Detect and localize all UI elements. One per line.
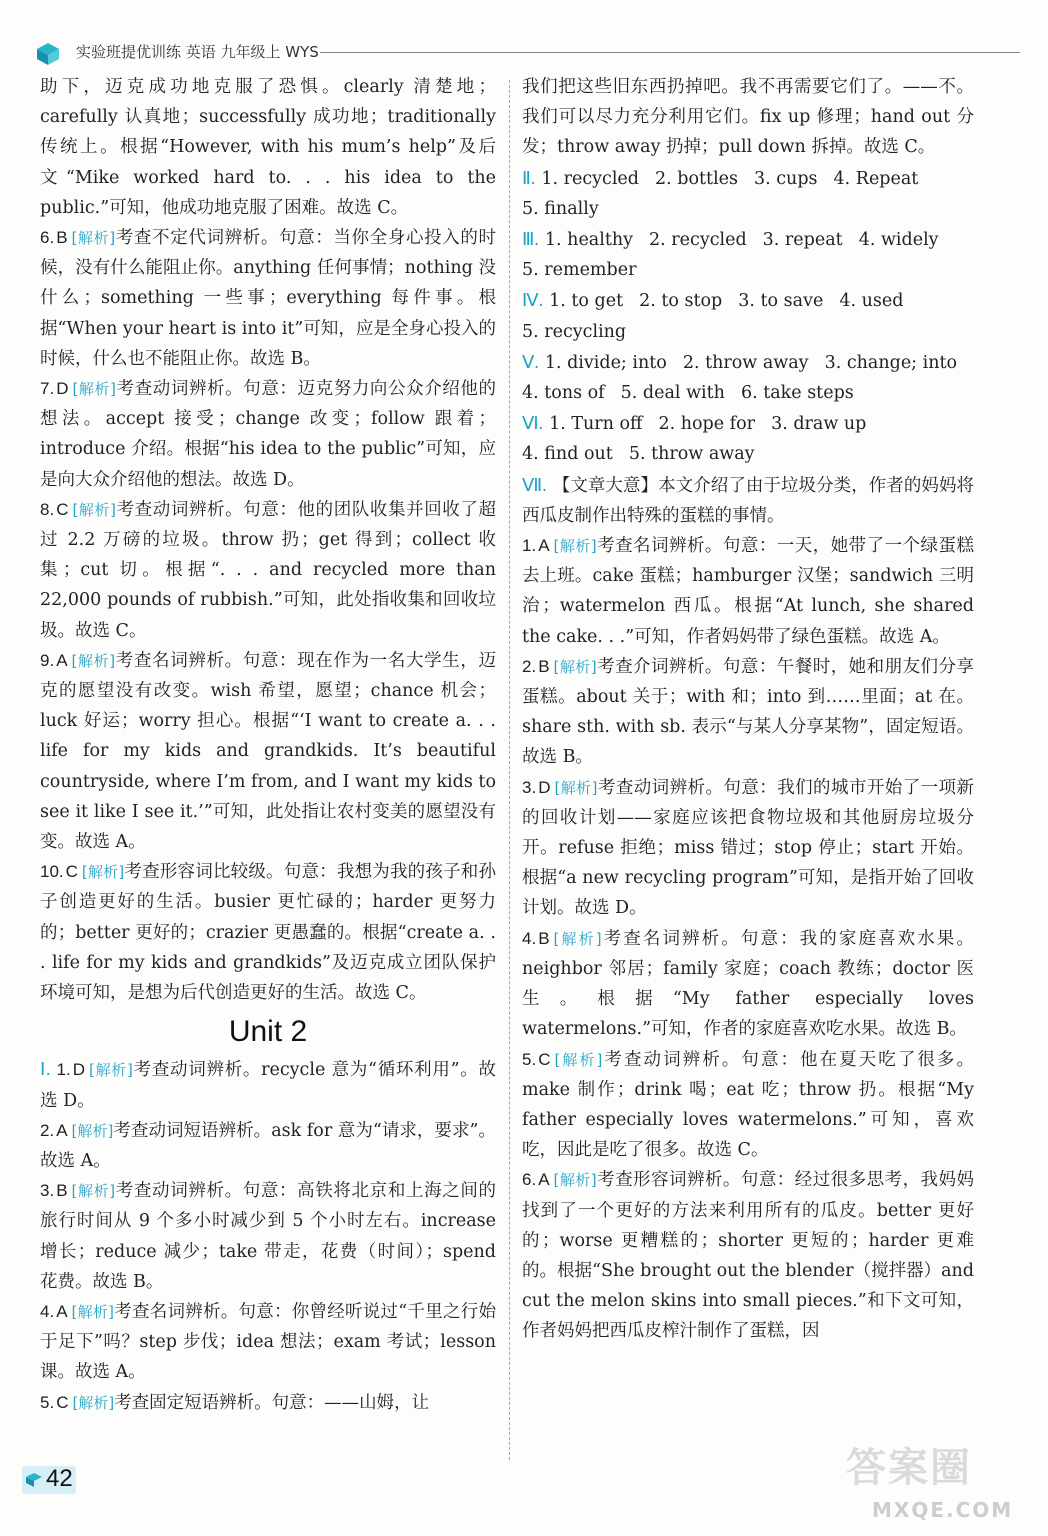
cloze-item-2: 2. B [解析]考查介词辨析。句意：午餐时，她和朋友们分享蛋糕。about 关于；with 和；into 到……里面；at 在。share sth. with sb. 表示“与某人分享某物”，固定短语。故选 B。 (522, 656, 974, 768)
answer-row: 5. finally (522, 198, 599, 219)
cloze-item-5: 5. C [解析]考查动词辨析。句意：他在夏天吃了很多。make 制作；drink 喝；eat 吃；throw 扔。根据“My father especially loves watermelons.”可知，喜欢吃，因此是吃了很多。故选 C。 (522, 1049, 974, 1161)
analysis-tag: [解析] (71, 1121, 114, 1140)
left-intro: 助下，迈克成功地克服了恐惧。clearly 清楚地；carefully 认真地；successfully 成功地；traditionally 传统上。根据“However, with his mum’s help”及后文“Mike worked hard to. . . his idea to the public.”可知，他成功地克服了困难。故选 C。 (40, 77, 496, 218)
answer-row: Ⅲ. 1. healthy 2. recycled 3. repeat 4. widely (522, 229, 939, 251)
unit-item-5: 5. C [解析]考查固定短语辨析。句意：——山姆，让 (40, 1392, 430, 1413)
summary-label: 【文章大意】 (552, 475, 659, 496)
unit-item-1: Ⅰ. 1. D [解析]考查动词辨析。recycle 意为“循环利用”。故选 D。 (40, 1059, 496, 1111)
cloze-item-1: 1. A [解析]考查名词辨析。句意：一天，她带了一个绿蛋糕去上班。cake 蛋糕；hamburger 汉堡；sandwich 三明治；watermelon 西瓜。根据“At lunch, she shared the cake. . .”可知，作者妈妈带了绿色蛋糕。故选 A。 (522, 536, 974, 647)
analysis-tag: [解析] (89, 1061, 133, 1080)
right-column (522, 72, 974, 1347)
unit-item-4: 4. A [解析]考查名词辨析。句意：你曾经听说过“千里之行始于足下”吗？step 步伐；idea 想法；exam 考试；lesson 课。故选 A。 (40, 1301, 496, 1383)
analysis-tag: [解析] (553, 657, 597, 676)
section-iii (522, 224, 974, 285)
watermark-logo: 答案圈 (846, 1445, 972, 1491)
cloze-item-4: 4. B [解析]考查名词辨析。句意：我的家庭喜欢水果。neighbor 邻居；family 家庭；coach 教练；doctor 医生。根据“My father especially loves watermelons.”可知，作者的家庭喜欢吃水果。故选 B。 (522, 928, 974, 1040)
answer-item-7: 7. D [解析]考查动词辨析。句意：迈克努力向公众介绍他的想法。accept 接受；change 改变；follow 跟着；introduce 介绍。根据“his idea to the public”可知，应是向大众介绍他的想法。故选 D。 (40, 379, 496, 490)
answer-item-6: 6. B [解析]考查不定代词辨析。句意：当你全身心投入的时候，没有什么能阻止你。anything 任何事情；nothing 没什么；something 一些事；everything 每件事。根据“When your heart is into it”可知，应是全身心投入的时候，什么也不能阻止你。故选 B。 (40, 228, 496, 369)
answer-row: 5. remember (522, 260, 637, 281)
analysis-tag: [解析] (554, 1050, 603, 1069)
analysis-tag: [解析] (71, 1302, 114, 1321)
unit-title: Unit 2 (228, 1015, 308, 1049)
analysis-tag: [解析] (553, 537, 597, 556)
page-header (30, 38, 1020, 68)
analysis-tag: [解析] (553, 1171, 597, 1190)
cloze-item-3: 3. D [解析]考查动词辨析。句意：我们的城市开始了一项新的回收计划——家庭应该把食物垃圾和其他厨房垃圾分开。refuse 拒绝；miss 错过；stop 停止；start 开始。根据“a new recycling program”可知，是指开始了回收计划。故选 D。 (522, 777, 974, 919)
answer-row: Ⅳ. 1. to get 2. to stop 3. to save 4. used (522, 290, 904, 312)
watermark (836, 1430, 1026, 1530)
section-iv (522, 285, 974, 346)
left-column (40, 72, 496, 1418)
header-title: 实验班提优训练 英语 九年级上 WYS (76, 43, 319, 61)
answer-row: 4. find out 5. throw away (522, 444, 755, 465)
analysis-tag: [解析] (71, 651, 116, 670)
cloze-item-6: 6. A [解析]考查形容词辨析。句意：经过很多思考，我妈妈找到了一个更好的方法来利用所有的瓜皮。better 更好的；worse 更糟糕的；shorter 更短的；harder 更难的。根据“She brought out the blender（搅拌器）and cut the melon skins into small pieces.”和下文可知，作者妈妈把西瓜皮榨汁制作了蛋糕，因 (522, 1170, 974, 1342)
answer-item-10: 10. C [解析]考查形容词比较级。句意：我想为我的孩子和孙子创造更好的生活。busier 更忙碌的；harder 更努力的；better 更好的；crazier 更愚蠢的。根据“create a. . . life for my kids and grandkids”及迈克成立团队保护环境可知，是想为后代创造更好的生活。故选 C。 (40, 862, 496, 1004)
analysis-tag: [解析] (81, 863, 125, 882)
page-number (22, 1463, 82, 1495)
answer-row: Ⅵ. 1. Turn off 2. hope for 3. draw up (522, 413, 867, 435)
unit-item-3: 3. B [解析]考查动词辨析。句意：高铁将北京和上海之间的旅行时间从 9 个多小时减少到 5 个小时左右。increase 增长；reduce 减少；take 带走，花费（时间）；spend 花费。故选 B。 (40, 1181, 496, 1292)
passage-summary: Ⅶ. 【文章大意】本文介绍了由于垃圾分类，作者的妈妈将西瓜皮制作出特殊的蛋糕的事情。 (522, 474, 975, 526)
section-ii (522, 163, 974, 224)
analysis-tag: [解析] (554, 778, 598, 797)
answer-row: Ⅴ. 1. divide; into 2. throw away 3. change; into (522, 351, 958, 373)
page-number-text: 42 (46, 1465, 73, 1492)
answer-row: 5. recycling (522, 321, 627, 342)
answer-row: Ⅱ. 1. recycled 2. bottles 3. cups 4. Repeat (522, 167, 919, 189)
book-corner-icon (26, 1473, 42, 1487)
analysis-tag: [解析] (72, 380, 116, 399)
watermark-url: MXQE.COM (872, 1498, 1014, 1522)
analysis-tag: [解析] (553, 929, 602, 948)
analysis-tag: [解析] (71, 229, 116, 248)
unit-item-2: 2. A [解析]考查动词短语辨析。ask for 意为“请求，要求”。故选 A。 (40, 1120, 496, 1171)
column-divider (509, 80, 510, 1460)
analysis-tag: [解析] (71, 1182, 116, 1201)
section-vi (522, 408, 974, 469)
analysis-tag: [解析] (72, 1393, 115, 1412)
right-intro: 我们把这些旧东西扔掉吧。我不再需要它们了。——不。我们可以尽力充分利用它们。fix up 修理；hand out 分发；throw away 扔掉；pull down 拆掉。故选 C。 (522, 77, 974, 158)
header-rule (320, 52, 1020, 53)
analysis-tag: [解析] (72, 500, 116, 519)
answer-row: 4. tons of 5. deal with 6. take steps (522, 383, 854, 404)
book-logo-icon (36, 42, 60, 66)
answer-item-9: 9. A [解析]考查名词辨析。句意：现在作为一名大学生，迈克的愿望没有改变。wish 希望，愿望；chance 机会；luck 好运；worry 担心。根据“‘I want to create a. . . life for my kids and grandkids. It’s beautiful countryside, where I’m from, and I want my kids to see it like I see it.’”可知，此处指让农村变美的愿望没有变。故选 A。 (40, 650, 496, 853)
answer-item-8: 8. C [解析]考查动词辨析。句意：他的团队收集并回收了超过 2.2 万磅的垃圾。throw 扔；get 得到；collect 收集；cut 切。根据“. . . and recycled more than 22,000 pounds of rubbish.”可知，此处指收集和回收垃圾。故选 C。 (40, 499, 496, 641)
section-v (522, 347, 974, 408)
